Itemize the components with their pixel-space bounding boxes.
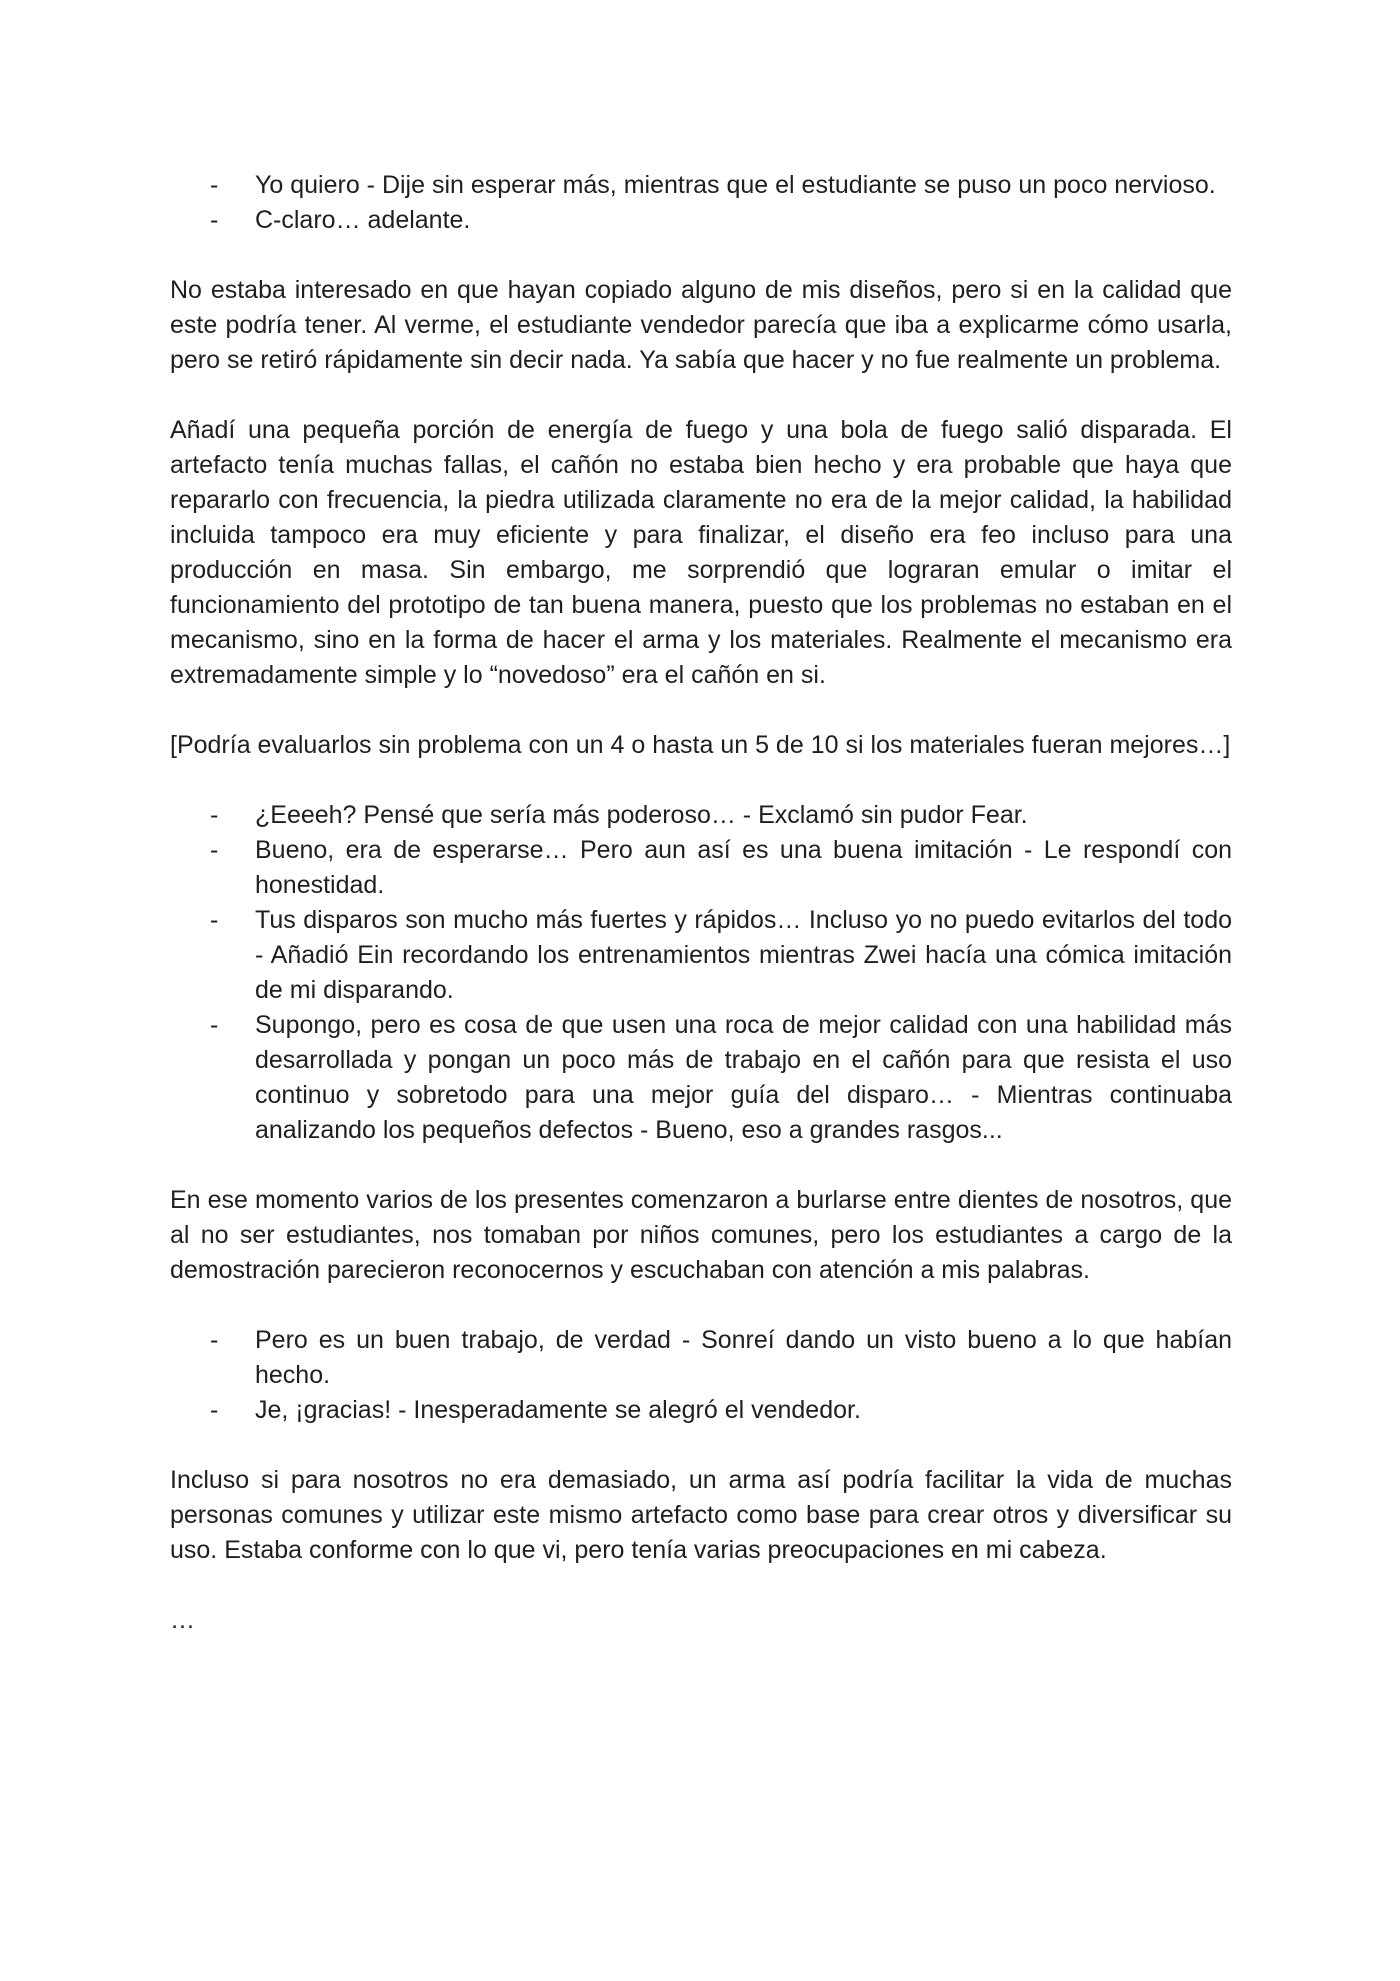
dialogue-line bbox=[170, 168, 1232, 203]
paragraph-gap bbox=[170, 1568, 1232, 1603]
dialogue-text: Pero es un buen trabajo, de verdad - Sonreí dando un visto bueno a lo que habían hecho. bbox=[255, 1326, 1232, 1389]
paragraph: No estaba interesado en que hayan copiado alguno de mis diseños, pero si en la calidad que este podría tener. Al verme, el estudiante vendedor parecía que iba a explicarme cómo usarla, pero se retiró rápidamente sin decir nada. Ya sabía que hacer y no fue realmente un problema. bbox=[170, 276, 1232, 374]
dialogue-text: Supongo, pero es cosa de que usen una roca de mejor calidad con una habilidad más desarrollada y pongan un poco más de trabajo en el cañón para que resista el uso continuo y sobretodo para una mejor guía del disparo… - Mientras continuaba analizando los pequeños defectos - Bueno, eso a grandes rasgos... bbox=[255, 1011, 1232, 1144]
paragraph: [Podría evaluarlos sin problema con un 4 o hasta un 5 de 10 si los materiales fueran mejores…] bbox=[170, 731, 1231, 759]
dialogue-line bbox=[170, 1323, 1232, 1393]
dialogue-list bbox=[170, 1323, 1232, 1428]
dialogue-dash: - bbox=[210, 801, 219, 829]
scene-break-ellipsis: … bbox=[170, 1606, 195, 1634]
dialogue-dash: - bbox=[210, 1011, 219, 1039]
dialogue-line bbox=[170, 1008, 1232, 1148]
dialogue-dash: - bbox=[210, 206, 219, 234]
dialogue-text: Je, ¡gracias! - Inesperadamente se alegró el vendedor. bbox=[255, 1396, 861, 1424]
dialogue-list bbox=[170, 798, 1232, 1148]
paragraph: Añadí una pequeña porción de energía de fuego y una bola de fuego salió disparada. El artefacto tenía muchas fallas, el cañón no estaba bien hecho y era probable que haya que repararlo con frecuencia, la piedra utilizada claramente no era de la mejor calidad, la habilidad incluida tampoco era muy eficiente y para finalizar, el diseño era feo incluso para una producción en masa. Sin embargo, me sorprendió que lograran emular o imitar el funcionamiento del prototipo de tan buena manera, puesto que los problemas no estaban en el mecanismo, sino en la forma de hacer el arma y los materiales. Realmente el mecanismo era extremadamente simple y lo “novedoso” era el cañón en si. bbox=[170, 416, 1232, 689]
document-body bbox=[170, 168, 1232, 1638]
dialogue-dash: - bbox=[210, 171, 219, 199]
paragraph-gap bbox=[170, 378, 1232, 413]
paragraph-gap bbox=[170, 1428, 1232, 1463]
dialogue-text: Yo quiero - Dije sin esperar más, mientras que el estudiante se puso un poco nervioso. bbox=[255, 171, 1216, 199]
paragraph: Incluso si para nosotros no era demasiado, un arma así podría facilitar la vida de muchas personas comunes y utilizar este mismo artefacto como base para crear otros y diversificar su uso. Estaba conforme con lo que vi, pero tenía varias preocupaciones en mi cabeza. bbox=[170, 1466, 1232, 1564]
paragraph-gap bbox=[170, 238, 1232, 273]
dialogue-line bbox=[170, 903, 1232, 1008]
dialogue-dash: - bbox=[210, 1396, 219, 1424]
dialogue-text: Tus disparos son mucho más fuertes y rápidos… Incluso yo no puedo evitarlos del todo - Añadió Ein recordando los entrenamientos mientras Zwei hacía una cómica imitación de mi disparando. bbox=[255, 906, 1232, 1004]
paragraph-gap bbox=[170, 693, 1232, 728]
dialogue-text: ¿Eeeeh? Pensé que sería más poderoso… - Exclamó sin pudor Fear. bbox=[255, 801, 1028, 829]
dialogue-text: C-claro… adelante. bbox=[255, 206, 471, 234]
dialogue-dash: - bbox=[210, 1326, 219, 1354]
dialogue-dash: - bbox=[210, 906, 219, 934]
dialogue-line bbox=[170, 203, 1232, 238]
dialogue-line bbox=[170, 798, 1232, 833]
paragraph-gap bbox=[170, 1288, 1232, 1323]
dialogue-line bbox=[170, 1393, 1232, 1428]
paragraph: En ese momento varios de los presentes comenzaron a burlarse entre dientes de nosotros, que al no ser estudiantes, nos tomaban por niños comunes, pero los estudiantes a cargo de la demostración parecieron reconocernos y escuchaban con atención a mis palabras. bbox=[170, 1186, 1232, 1284]
dialogue-list bbox=[170, 168, 1232, 238]
dialogue-line bbox=[170, 833, 1232, 903]
dialogue-text: Bueno, era de esperarse… Pero aun así es una buena imitación - Le respondí con honestidad. bbox=[255, 836, 1232, 899]
paragraph-gap bbox=[170, 763, 1232, 798]
dialogue-dash: - bbox=[210, 836, 219, 864]
paragraph-gap bbox=[170, 1148, 1232, 1183]
